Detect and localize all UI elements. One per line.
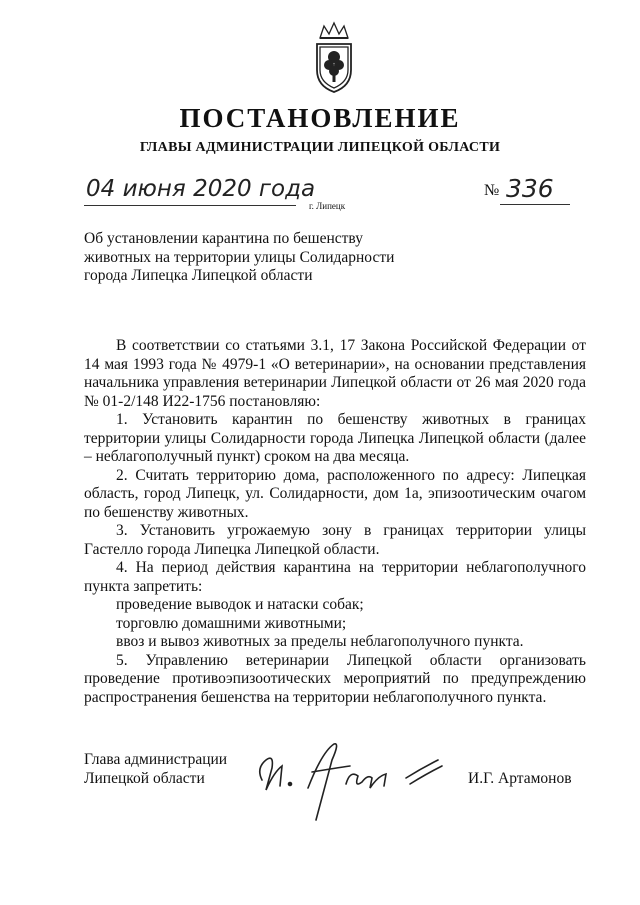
signatory-name: И.Г. Артамонов (468, 770, 572, 787)
document-date: 04 июня 2020 года (86, 176, 316, 202)
paragraph-5: 5. Управлению ветеринарии Липецкой области организовать проведение противоэпизоотических мероприятий по предупреждению распространения бешенства на территории неблагополучного пункта. (84, 651, 586, 706)
paragraph-3: 3. Установить угрожаемую зону в границах территории улицы Гастелло города Липецка Липецкой области. (84, 522, 586, 558)
coat-of-arms-icon (310, 20, 358, 96)
handwritten-signature (250, 732, 450, 832)
list-item: ввоз и вывоз животных за пределы неблагополучного пункта. (116, 633, 524, 650)
document-subtitle: ГЛАВЫ АДМИНИСТРАЦИИ ЛИПЕЦКОЙ ОБЛАСТИ (139, 140, 501, 155)
document-title: ПОСТАНОВЛЕНИЕ (179, 103, 461, 133)
position-line: Липецкой области (84, 769, 205, 787)
subject-line: Об установлении карантина по бешенству (84, 230, 363, 247)
date-underline (84, 205, 296, 206)
number-sign: № (484, 182, 500, 199)
position-line: Глава администрации (84, 751, 228, 768)
document-number: 336 (506, 174, 554, 203)
list-item: проведение выводок и натаски собак; (116, 596, 364, 613)
subject-line: животных на территории улицы Солидарности (84, 248, 395, 266)
number-underline (500, 204, 570, 205)
signatory-position (84, 751, 227, 788)
document-subject (84, 230, 424, 286)
document-body (84, 337, 586, 707)
paragraph-4: 4. На период действия карантина на территории неблагополучного пункта запретить: (84, 559, 586, 595)
subject-line: города Липецка Липецкой области (84, 267, 313, 284)
intro-paragraph: В соответствии со статьями 3.1, 17 Закона Российской Федерации от 14 мая 1993 года № 4979-1 «О ветеринарии», на основании представления начальника управления ветеринарии Липецкой области от 26 мая 2020 года № 01-2/148 И22-1756 постановляю: (84, 337, 586, 410)
document-city: г. Липецк (309, 201, 346, 211)
paragraph-2: 2. Считать территорию дома, расположенного по адресу: Липецкая область, город Липецк, ул. Солидарности, дом 1а, эпизоотическим очагом по бешенству животных. (84, 466, 586, 521)
list-item: торговлю домашними животными; (116, 614, 347, 632)
paragraph-1: 1. Установить карантин по бешенству животных в границах территории улицы Солидарности города Липецка Липецкой области (далее – неблагополучный пункт) сроком на два месяца. (84, 411, 586, 465)
